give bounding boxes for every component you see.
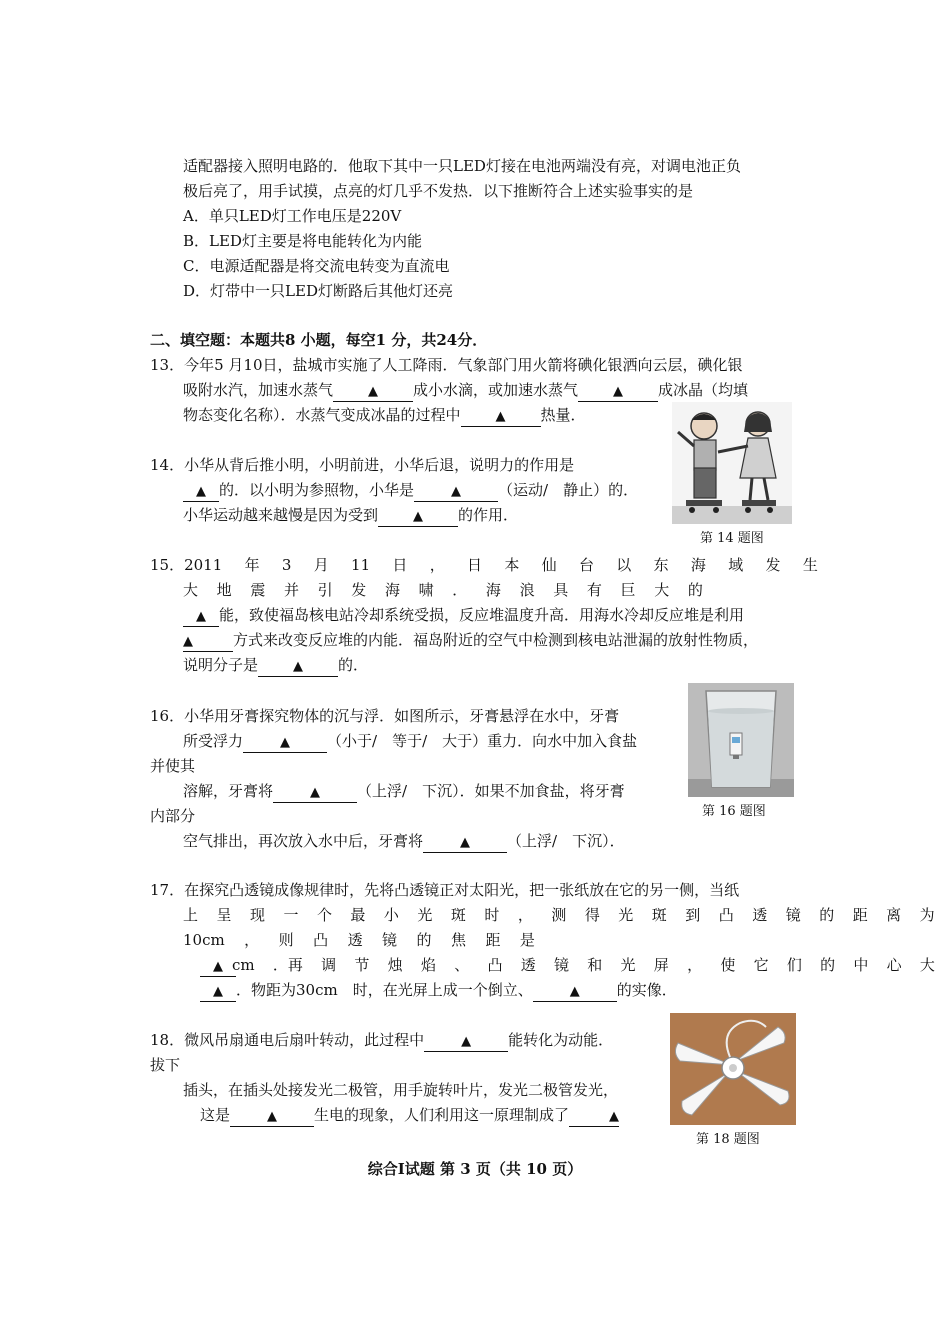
q16-figure-caption: 第 16 题图 [702,804,766,819]
answer-blank[interactable]: ▲ [414,481,498,502]
q16-line2: 所受浮力 ▲ （小于/ 等于/ 大于）重力．向水中加入食盐 [183,731,637,753]
answer-blank[interactable]: ▲ [200,956,236,977]
q17-line4-blank [200,955,236,977]
q14-line3: 小华运动越来越慢是因为受到 ▲ 的作用． [183,505,518,527]
answer-blank[interactable]: ▲ [378,506,458,527]
answer-blank[interactable]: ▲ [230,1106,314,1127]
answer-blank[interactable]: ▲ [183,606,219,627]
q17-line4: cm ．再 调 节 烛 焰 、 凸 透 镜 和 光 屏 ， 使 它 们 的 中 心 大 [232,956,935,974]
q12-option-b: B．LED灯主要是将电能转化为内能 [183,232,422,250]
q12-option-d: D．灯带中一只LED灯断路后其他灯还亮 [183,282,453,300]
q18-figure-image [670,1013,796,1125]
q14-figure-caption: 第 14 题图 [700,531,764,546]
q15-line5: 说明分子是 ▲ 的． [183,655,368,677]
q13-line1: 13．今年5 月10日，盐城市实施了人工降雨．气象部门用火箭将碘化银洒向云层，碘化银 [150,356,743,374]
q12-option-c: C．电源适配器是将交流电转变为直流电 [183,257,450,275]
answer-blank[interactable]: ▲ [424,1031,508,1052]
q15-line2: 大 地 震 并 引 发 海 啸 ． 海 浪 具 有 巨 大 的 [183,581,703,599]
q16-line6: 空气排出，再次放入水中后，牙膏将 ▲ （上浮/ 下沉）． [183,831,625,853]
q15-line3: ▲ 能，致使福岛核电站冷却系统受损，反应堆温度升高．用海水冷却反应堆是利用 [183,605,744,627]
q16-line1: 16．小华用牙膏探究物体的沉与浮．如图所示，牙膏悬浮在水中，牙膏 [150,707,620,725]
answer-blank[interactable]: ▲ [258,656,338,677]
q12-option-a: A．单只LED灯工作电压是220V [183,207,402,225]
answer-blank[interactable]: ▲ [243,732,327,753]
q18-line4: 这是 ▲ 生电的现象，人们利用这一原理制成了 ▲ [200,1105,619,1127]
q18-line1: 18．微风吊扇通电后扇叶转动，此过程中 ▲ 能转化为动能． [150,1030,613,1052]
q12-line2: 极后亮了，用手试摸，点亮的灯几乎不发热．以下推断符合上述实验事实的是 [183,182,694,200]
section-title: 二、填空题：本题共8 小题，每空1 分，共24分． [150,331,488,349]
answer-blank[interactable]: ▲ [183,481,219,502]
q17-line3: 10cm ， 则 凸 透 镜 的 焦 距 是 [183,931,535,949]
q12-line1: 适配器接入照明电路的．他取下其中一只LED灯接在电池两端没有亮，对调电池正负 [183,157,741,175]
answer-blank[interactable]: ▲ [183,631,233,652]
page-footer: 综合Ⅰ试题 第 3 页（共 10 页） [367,1160,583,1178]
answer-blank[interactable]: ▲ [423,832,507,853]
q14-line1: 14．小华从背后推小明，小明前进，小华后退，说明力的作用是 [150,456,575,474]
answer-blank[interactable]: ▲ [333,381,413,402]
answer-blank[interactable]: ▲ [569,1106,619,1127]
q14-figure-image [672,402,792,524]
q17-line2: 上 呈 现 一 个 最 小 光 斑 时 ， 测 得 光 斑 到 凸 透 镜 的 距 离 为 [183,906,935,924]
q18-figure-caption: 第 18 题图 [696,1132,760,1147]
q17-line5: ▲ ．物距为30cm 时，在光屏上成一个倒立、 ▲ 的实像． [200,980,677,1002]
answer-blank[interactable]: ▲ [461,406,541,427]
answer-blank[interactable]: ▲ [533,981,617,1002]
answer-blank[interactable]: ▲ [200,981,236,1002]
answer-blank[interactable]: ▲ [578,381,658,402]
q16-figure-image [688,683,794,797]
q17-line1: 17．在探究凸透镜成像规律时，先将凸透镜正对太阳光，把一张纸放在它的另一侧，当纸 [150,881,740,899]
q14-line2: ▲ 的．以小明为参照物，小华是 ▲ （运动/ 静止）的． [183,480,638,502]
q18-line3: 插头，在插头处接发光二极管，用手旋转叶片，发光二极管发光， [183,1081,619,1099]
q13-line3: 物态变化名称）．水蒸气变成冰晶的过程中 ▲ 热量． [183,405,586,427]
q13-line2: 吸附水汽，加速水蒸气 ▲ 成小水滴，或加速水蒸气 ▲ 成冰晶（均填 [183,380,748,402]
q15-line4: ▲ 方式来改变反应堆的内能．福岛附近的空气中检测到核电站泄漏的放射性物质， [183,630,758,652]
q15-line1: 15．2011 年 3 月 11 日 ， 日 本 仙 台 以 东 海 域 发 生 [150,556,818,574]
answer-blank[interactable]: ▲ [273,782,357,803]
q16-line4: 溶解，牙膏将 ▲ （上浮/ 下沉）．如果不加食盐，将牙膏 [183,781,625,803]
q16-line5: 内部分 [150,807,196,825]
q18-line2: 拔下 [150,1056,181,1074]
q16-line3: 并使其 [150,757,196,775]
